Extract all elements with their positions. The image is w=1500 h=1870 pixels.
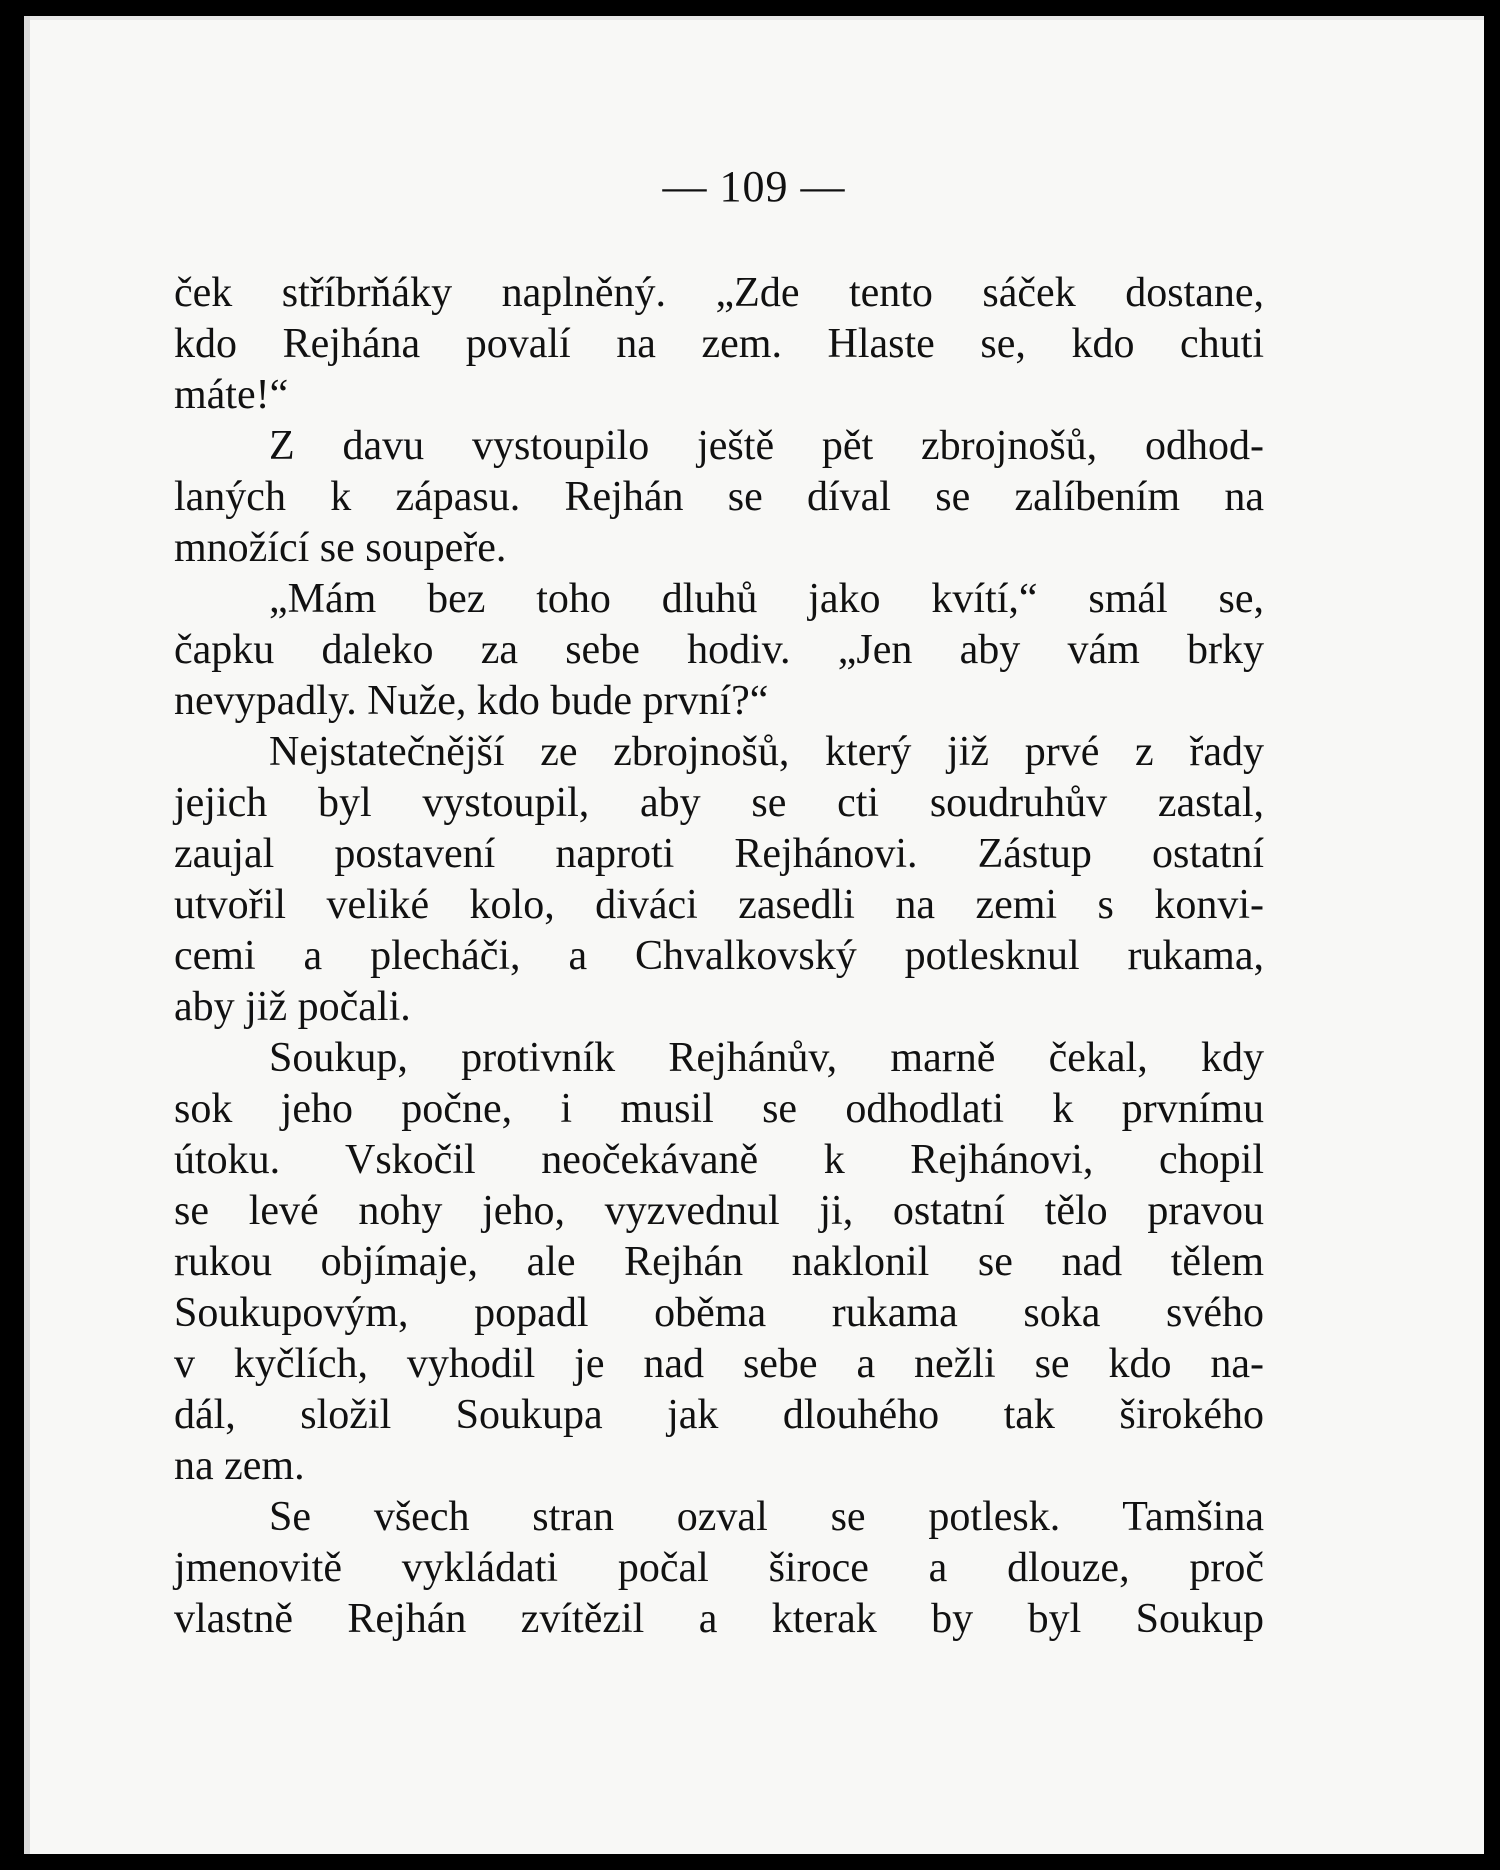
text-line: zaujal postavení naproti Rejhánovi. Zástup ostatní	[174, 831, 1264, 877]
text-line: kdo Rejhána povalí na zem. Hlaste se, kdo chuti	[174, 321, 1264, 367]
text-line: jmenovitě vykládati počal široce a dlouze, proč	[174, 1545, 1264, 1591]
text-line: cemi a plecháči, a Chvalkovský potlesknul rukama,	[174, 933, 1264, 979]
text-line: utvořil veliké kolo, diváci zasedli na zemi s konvi-	[174, 882, 1264, 928]
text-line: Soukupovým, popadl oběma rukama soka svého	[174, 1290, 1264, 1336]
text-line: se levé nohy jeho, vyzvednul ji, ostatní tělo pravou	[174, 1188, 1264, 1234]
text-line: ček stříbrňáky naplněný. „Zde tento sáček dostane,	[174, 270, 1264, 316]
body-text	[174, 268, 1264, 1645]
text-line: Z davu vystoupilo ještě pět zbrojnošů, odhod-	[269, 423, 1264, 469]
text-line: Se všech stran ozval se potlesk. Tamšina	[269, 1494, 1264, 1540]
text-line: Soukup, protivník Rejhánův, marně čekal, kdy	[269, 1035, 1264, 1081]
text-line: množící se soupeře.	[174, 525, 507, 571]
text-line: laných k zápasu. Rejhán se díval se zalíbením na	[174, 474, 1264, 520]
text-line: nevypadly. Nuže, kdo bude první?“	[174, 678, 769, 724]
book-page	[24, 16, 1484, 1854]
text-line: sok jeho počne, i musil se odhodlati k prvnímu	[174, 1086, 1264, 1132]
text-line: rukou objímaje, ale Rejhán naklonil se nad tělem	[174, 1239, 1264, 1285]
text-line: Nejstatečnější ze zbrojnošů, který již prvé z řady	[269, 729, 1264, 775]
text-line: na zem.	[174, 1443, 305, 1489]
text-line: v kyčlích, vyhodil je nad sebe a nežli se kdo na-	[174, 1341, 1264, 1387]
text-line: vlastně Rejhán zvítězil a kterak by byl Soukup	[174, 1596, 1264, 1642]
text-line: máte!“	[174, 372, 289, 418]
text-line: útoku. Vskočil neočekávaně k Rejhánovi, chopil	[174, 1137, 1264, 1183]
text-line: dál, složil Soukupa jak dlouhého tak širokého	[174, 1392, 1264, 1438]
text-line: „Mám bez toho dluhů jako kvítí,“ smál se,	[269, 576, 1264, 622]
text-line: aby již počali.	[174, 984, 411, 1030]
page-number: — 109 —	[662, 162, 846, 211]
text-line: čapku daleko za sebe hodiv. „Jen aby vám brky	[174, 627, 1264, 673]
text-line: jejich byl vystoupil, aby se cti soudruhův zastal,	[174, 780, 1264, 826]
